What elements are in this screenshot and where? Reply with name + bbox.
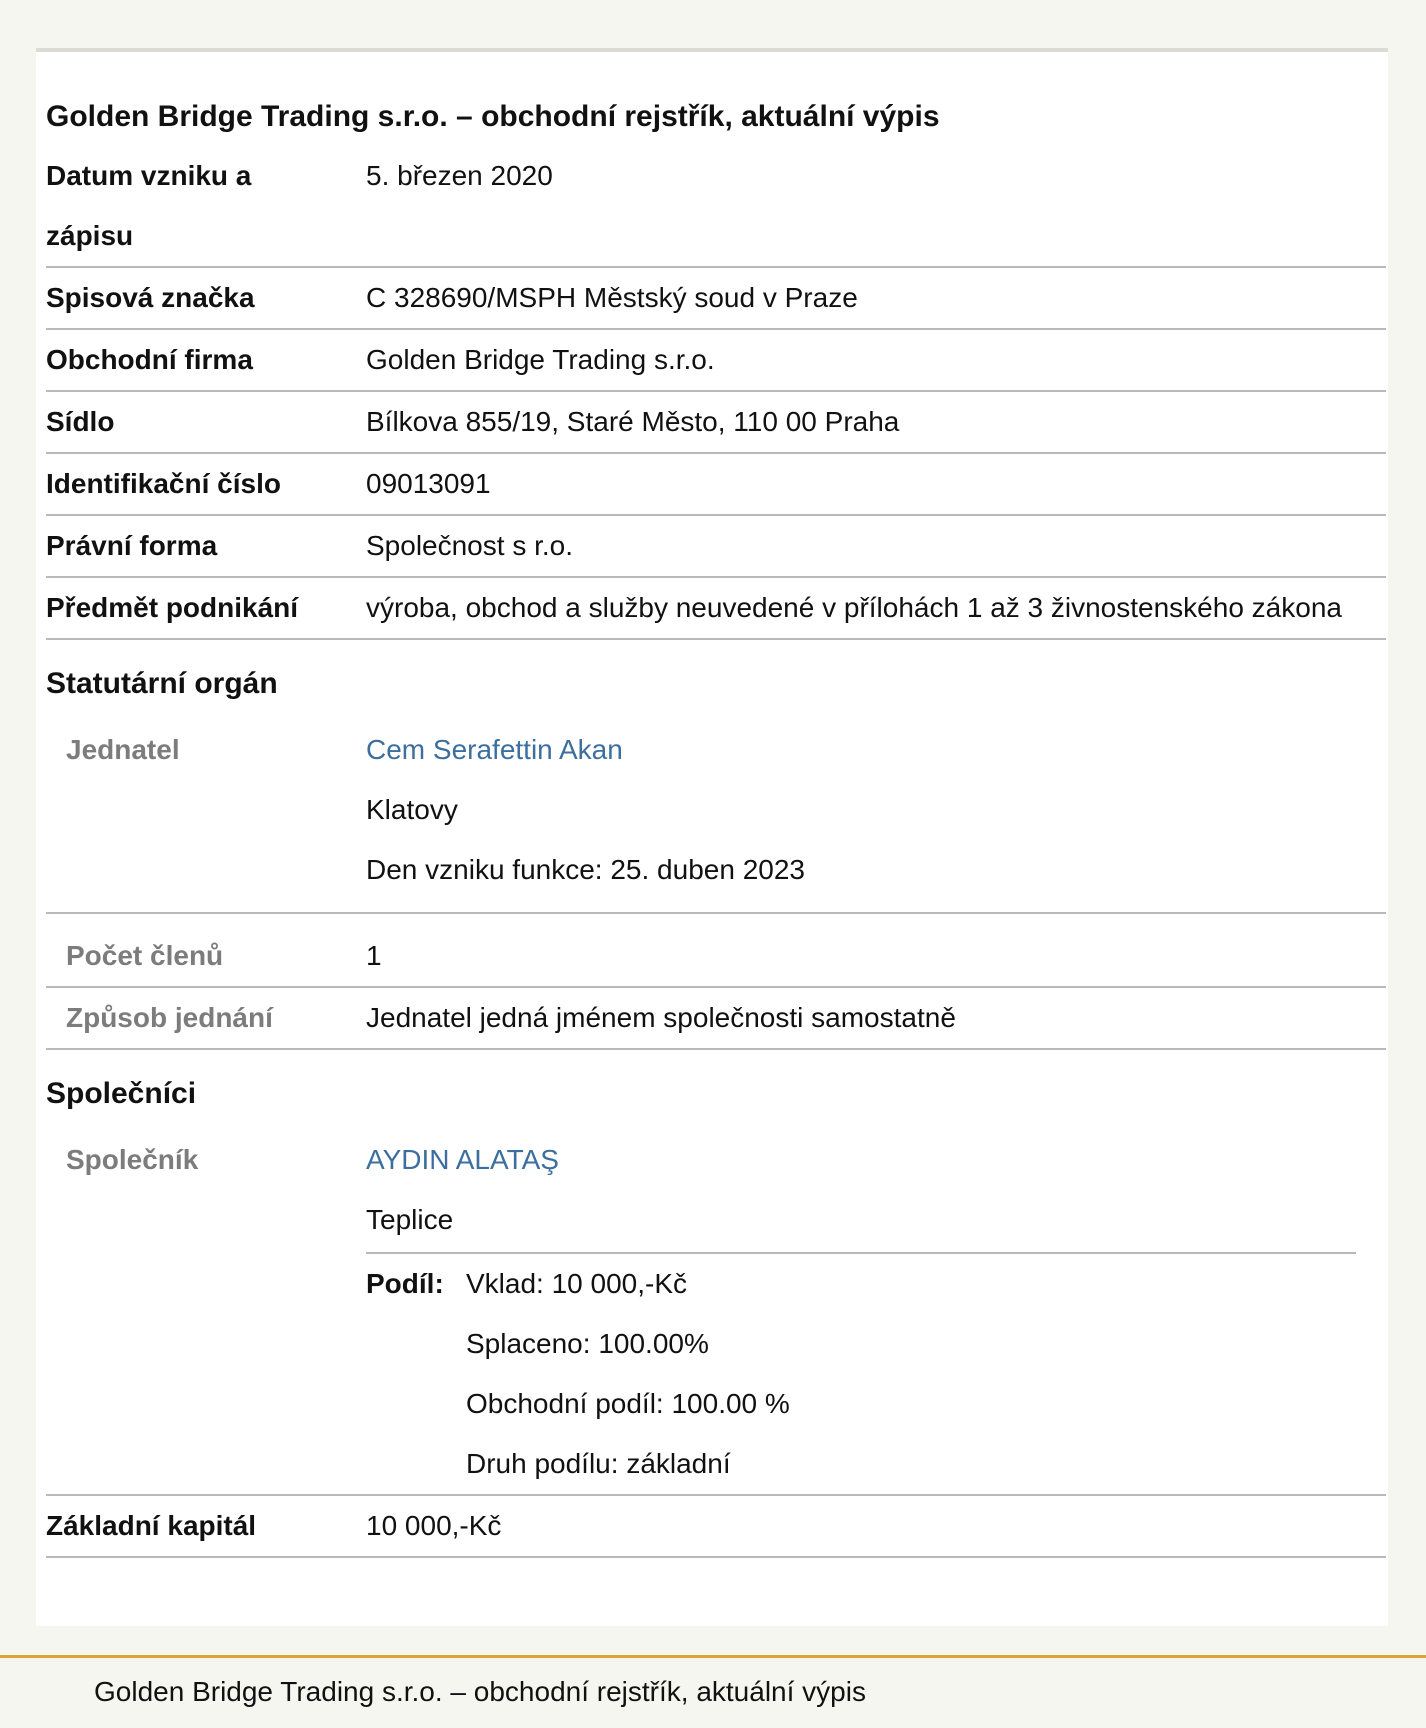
- page-title: Golden Bridge Trading s.r.o. – obchodní rejstřík, aktuální výpis: [46, 100, 940, 133]
- row-label: Počet členů: [66, 940, 224, 971]
- row-jednatel: [46, 720, 1386, 914]
- register-card: [36, 48, 1388, 1626]
- row-label: Způsob jednání: [66, 1002, 273, 1033]
- row-value: 1: [366, 940, 382, 971]
- share-label: Podíl:: [366, 1268, 444, 1299]
- row-label: Základní kapitál: [46, 1510, 257, 1541]
- row-value: Golden Bridge Trading s.r.o.: [366, 344, 715, 375]
- row-sidlo: [46, 392, 1386, 454]
- row-spisova-znacka: [46, 268, 1386, 330]
- row-value: C 328690/MSPH Městský soud v Praze: [366, 282, 858, 313]
- row-label: Spisová značka: [46, 282, 255, 313]
- row-zpusob-jednani: [46, 988, 1386, 1050]
- row-label: Předmět podnikání: [46, 592, 299, 623]
- row-label: Společník: [66, 1144, 199, 1175]
- row-label: Sídlo: [46, 406, 115, 437]
- row-label: Právní forma: [46, 530, 218, 561]
- row-label: Obchodní firma: [46, 344, 253, 375]
- share-lines: [466, 1254, 790, 1494]
- section-partners-heading: Společníci: [46, 1077, 197, 1110]
- row-value: 5. březen 2020: [366, 160, 553, 191]
- share-line-obchodni-podil: Obchodní podíl: 100.00 %: [466, 1388, 790, 1419]
- footer-title: Golden Bridge Trading s.r.o. – obchodní rejstřík, aktuální výpis: [94, 1676, 866, 1707]
- row-value: Bílkova 855/19, Staré Město, 110 00 Praha: [366, 406, 900, 437]
- jednatel-since: Den vzniku funkce: 25. duben 2023: [366, 854, 805, 885]
- jednatel-name-link[interactable]: Cem Serafettin Akan: [366, 734, 623, 765]
- share-line-vklad: Vklad: 10 000,-Kč: [466, 1268, 688, 1299]
- jednatel-details: [366, 720, 1386, 900]
- row-value: Společnost s r.o.: [366, 530, 574, 561]
- section-statutory-heading: Statutární orgán: [46, 667, 278, 700]
- row-value: výroba, obchod a služby neuvedené v přílohách 1 až 3 živnostenského zákona: [366, 592, 1342, 623]
- footer-divider: [0, 1655, 1426, 1658]
- jednatel-city: Klatovy: [366, 794, 458, 825]
- partner-details: [366, 1130, 1386, 1494]
- share-block: [366, 1252, 1356, 1494]
- register-content: [46, 96, 1386, 1558]
- row-pocet-clenu: [46, 914, 1386, 988]
- row-label: Datum vzniku a zápisu: [46, 160, 252, 251]
- partner-name-link[interactable]: AYDIN ALATAŞ: [366, 1144, 559, 1175]
- row-datum-vzniku: [46, 146, 1386, 268]
- row-value: 10 000,-Kč: [366, 1510, 502, 1541]
- share-line-splaceno: Splaceno: 100.00%: [466, 1328, 709, 1359]
- partner-city: Teplice: [366, 1204, 454, 1235]
- row-value: Jednatel jedná jménem společnosti samostatně: [366, 1002, 956, 1033]
- row-pravni-forma: [46, 516, 1386, 578]
- row-zakladni-kapital: [46, 1494, 1386, 1558]
- row-ico: [46, 454, 1386, 516]
- row-value: 09013091: [366, 468, 491, 499]
- row-predmet-podnikani: [46, 578, 1386, 640]
- row-spolecnik: [46, 1130, 1386, 1494]
- row-label: Identifikační číslo: [46, 468, 281, 499]
- row-obchodni-firma: [46, 330, 1386, 392]
- share-line-druh-podilu: Druh podílu: základní: [466, 1448, 731, 1479]
- row-label: Jednatel: [66, 734, 180, 765]
